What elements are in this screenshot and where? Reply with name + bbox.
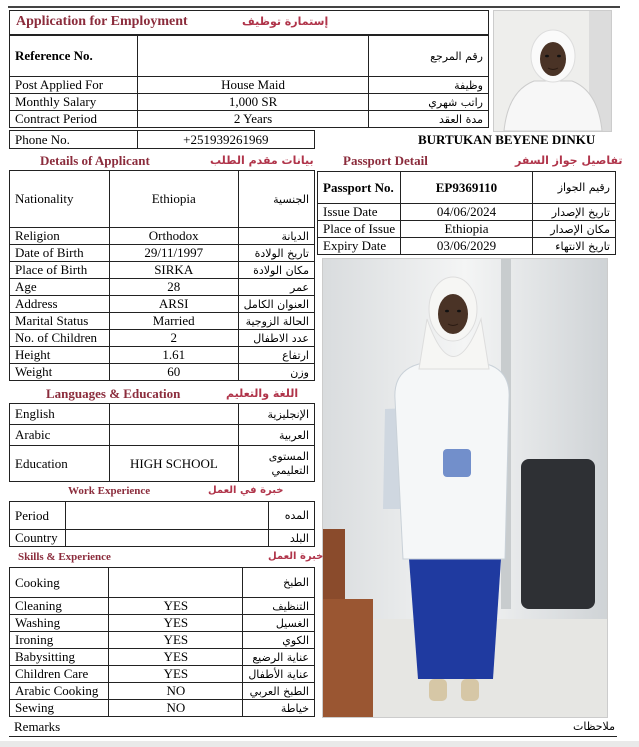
language-value [109,425,239,446]
portrait-photo [493,10,612,132]
remarks-row [9,717,617,737]
detail-value: 60 [109,364,238,381]
skill-value: YES [109,615,243,632]
table-row [10,425,315,446]
passport-value: 04/06/2024 [401,204,533,221]
table-row [10,313,315,330]
phone-table [9,130,315,149]
details-heading: Details of Applicant [40,153,150,168]
work-value [65,530,268,547]
table-row [10,296,315,313]
detail-label-ar: الحالة الزوجية [238,313,314,330]
work-label-ar: البلد [269,530,315,547]
skill-label-ar: عناية الرضيع [243,649,315,666]
skills-heading-ar: خبرة العمل [268,551,324,562]
passport-table [317,171,616,255]
passport-label: Issue Date [318,204,401,221]
contract-label: Contract Period [10,111,138,128]
work-heading-ar: خبرة في العمل [208,485,284,496]
applicant-name: BURTUKAN BEYENE DINKU [418,132,596,147]
education-label: Education [10,446,110,482]
detail-value: 1.61 [109,347,238,364]
contract-value: 2 Years [137,111,368,128]
passport-label: Passport No. [318,172,401,204]
skill-label-ar: خياطة [243,700,315,717]
remarks-label-ar: ملاحظات [573,720,615,733]
language-label: Arabic [10,425,110,446]
languages-heading: Languages & Education [46,386,181,401]
work-label: Period [10,502,66,530]
work-table [9,501,315,547]
table-row [318,238,616,255]
table-row [10,683,315,700]
table-row [10,262,315,279]
table-row [10,615,315,632]
skill-label: Arabic Cooking [10,683,109,700]
detail-label: No. of Children [10,330,110,347]
passport-value: 03/06/2029 [401,238,533,255]
language-label-ar: الإنجليزية [239,404,315,425]
skill-value: NO [109,683,243,700]
language-label-ar: العربية [239,425,315,446]
detail-label-ar: ارتفاع [238,347,314,364]
table-row [10,649,315,666]
table-row [318,221,616,238]
skills-heading: Skills & Experience [18,551,111,563]
table-row [318,204,616,221]
detail-label-ar: الجنسية [238,171,314,228]
detail-label: Weight [10,364,110,381]
detail-value: 28 [109,279,238,296]
skill-value: YES [109,666,243,683]
table-row [10,111,489,128]
phone-label: Phone No. [10,131,138,149]
skill-label-ar: الغسيل [243,615,315,632]
table-row [10,347,315,364]
details-heading-ar: بيانات مقدم الطلب [210,154,314,167]
top-rule [8,0,620,8]
skill-label: Cooking [10,568,109,598]
passport-label-ar: تاريخ الإصدار [532,204,615,221]
detail-value: ARSI [109,296,238,313]
table-row [10,364,315,381]
table-row [10,279,315,296]
passport-label-ar: مكان الإصدار [532,221,615,238]
skills-table [9,567,315,717]
skill-label: Cleaning [10,598,109,615]
salary-label: Monthly Salary [10,94,138,111]
table-row [10,568,315,598]
table-row [10,171,315,228]
detail-value: SIRKA [109,262,238,279]
table-row [10,502,315,530]
detail-label-ar: الديانة [238,228,314,245]
work-label-ar: المده [269,502,315,530]
detail-value: 2 [109,330,238,347]
passport-label-ar: تاريخ الانتهاء [532,238,615,255]
salary-label-ar: راتب شهري [369,94,489,111]
passport-value: EP9369110 [401,172,533,204]
education-label-ar: المستوى التعليمي [239,446,315,482]
passport-heading: Passport Detail [343,153,428,168]
work-value [65,502,268,530]
detail-label: Address [10,296,110,313]
form-title-ar: إستمارة توظيف [242,15,329,28]
detail-label: Date of Birth [10,245,110,262]
skill-label-ar: الكوي [243,632,315,649]
detail-label-ar: عمر [238,279,314,296]
detail-label: Marital Status [10,313,110,330]
skill-label: Sewing [10,700,109,717]
skill-label: Babysitting [10,649,109,666]
table-row [10,446,315,482]
table-row [318,172,616,204]
table-row [10,598,315,615]
table-row [10,228,315,245]
passport-label: Expiry Date [318,238,401,255]
table-row [10,77,489,94]
detail-label-ar: عدد الاطفال [238,330,314,347]
detail-value: 29/11/1997 [109,245,238,262]
skill-value [109,568,243,598]
passport-heading-ar: تفاصيل جواز السفر [515,154,623,167]
table-row [10,131,315,149]
detail-value: Orthodox [109,228,238,245]
detail-label: Age [10,279,110,296]
skill-label-ar: عناية الأطفال [243,666,315,683]
detail-label: Nationality [10,171,110,228]
salary-value: 1,000 SR [137,94,368,111]
detail-label: Height [10,347,110,364]
full-body-photo [322,258,608,718]
passport-label-ar: رقيم الجواز [532,172,615,204]
work-label: Country [10,530,66,547]
skill-label: Ironing [10,632,109,649]
skill-value: NO [109,700,243,717]
education-value: HIGH SCHOOL [109,446,239,482]
language-label: English [10,404,110,425]
form-title: Application for Employment [16,14,188,29]
skill-label-ar: الطبخ [243,568,315,598]
phone-value: +251939261969 [137,131,314,149]
table-row [10,530,315,547]
skill-value: YES [109,649,243,666]
detail-label-ar: مكان الولادة [238,262,314,279]
detail-label: Place of Birth [10,262,110,279]
detail-value: Married [109,313,238,330]
table-row [10,330,315,347]
reference-label: Reference No. [10,36,138,77]
detail-label: Religion [10,228,110,245]
table-row [10,404,315,425]
bottom-strip [0,741,639,747]
work-heading: Work Experience [68,485,151,497]
detail-label-ar: تاريخ الولادة [238,245,314,262]
skill-label-ar: الطبخ العربي [243,683,315,700]
reference-label-ar: رقم المرجع [369,36,489,77]
skill-value: YES [109,598,243,615]
skill-label-ar: التنظيف [243,598,315,615]
languages-table [9,403,315,482]
table-row [10,245,315,262]
post-label: Post Applied For [10,77,138,94]
table-row [10,36,489,77]
post-value: House Maid [137,77,368,94]
detail-value: Ethiopia [109,171,238,228]
detail-label-ar: العنوان الكامل [238,296,314,313]
passport-label: Place of Issue [318,221,401,238]
details-table [9,170,315,381]
table-row [10,632,315,649]
detail-label-ar: وزن [238,364,314,381]
reference-value [137,36,368,77]
post-label-ar: وظيفة [369,77,489,94]
header-table [9,35,489,128]
languages-heading-ar: اللغة والتعليم [226,387,299,400]
table-row [10,700,315,717]
skill-label: Children Care [10,666,109,683]
form-title-box [9,10,489,35]
language-value [109,404,239,425]
remarks-label: Remarks [14,719,61,734]
skill-value: YES [109,632,243,649]
contract-label-ar: مدة العقد [369,111,489,128]
table-row [10,94,489,111]
passport-value: Ethiopia [401,221,533,238]
skill-label: Washing [10,615,109,632]
table-row [10,666,315,683]
